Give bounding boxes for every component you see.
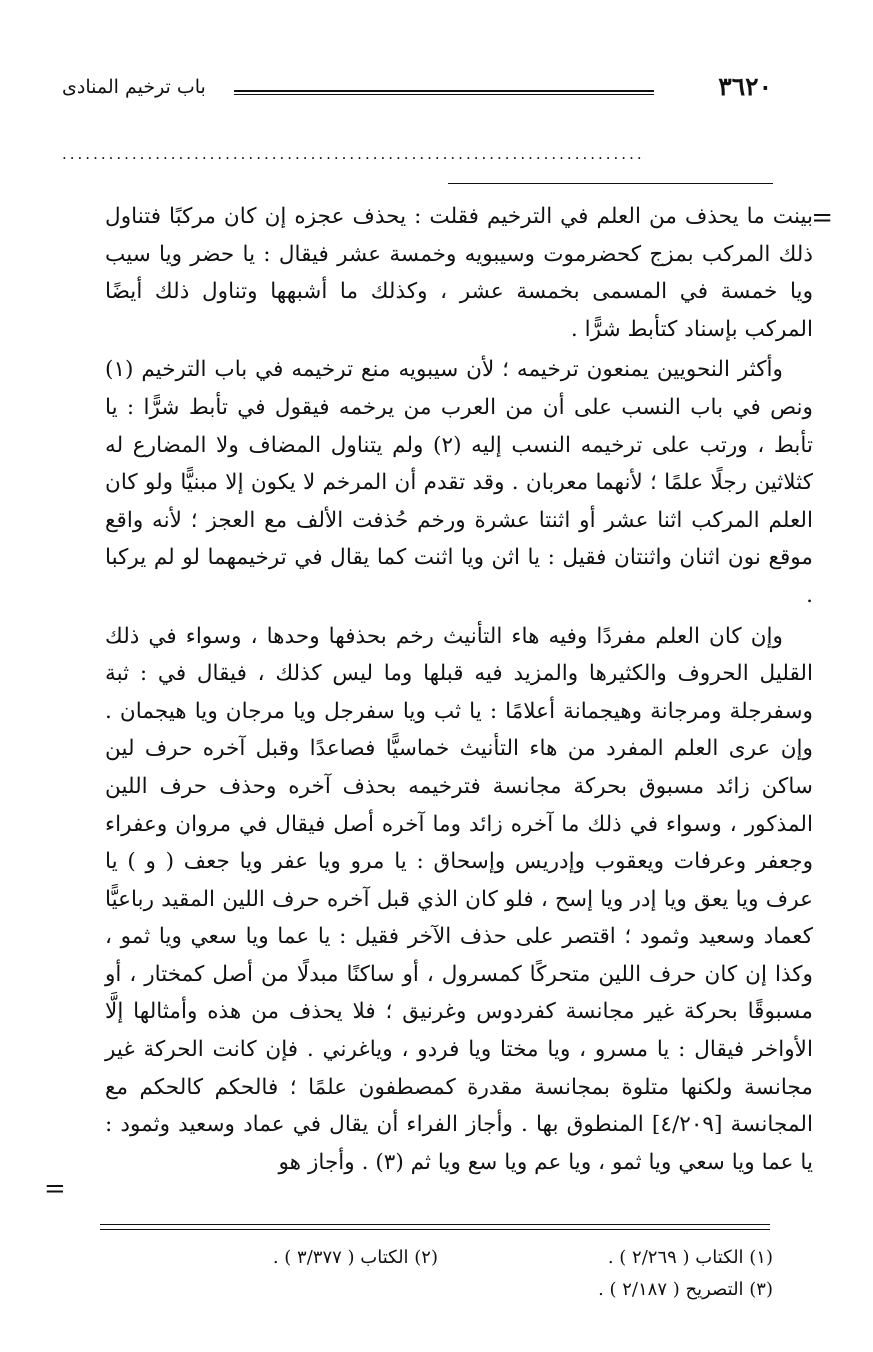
dotted-separator: ...........................................................................	[62, 145, 645, 163]
footnotes	[103, 1242, 773, 1306]
page-number: ٣٦٢٠	[718, 72, 772, 101]
footnote-rule	[100, 1224, 770, 1225]
footnote-1: (١) الكتاب ( ٢/٢٦٩ ) .	[607, 1247, 773, 1268]
footnote-row	[103, 1274, 773, 1306]
paragraph-3: وإن كان العلم مفردًا وفيه هاء التأنيث رخم بحذفها وحدها ، وسواء في ذلك القليل الحروف والكثيرها والمزيد فيه قبلها وما ليس كذلك ، فيقال في : ثبة وسفرجلة ومرجانة وهيجمانة أعلامًا : يا ثب ويا سفرجل ويا مرجان ويا هيجمان . وإن عرى العلم المفرد من هاء التأنيث خماسيًّا فصاعدًا وقبل آخره حرف لين ساكن زائد مسبوق بحركة مجانسة فترخيمه بحذف آخره وحذف حرف اللين المذكور ، وسواء في ذلك ما آخره زائد وما آخره أصل فيقال في مروان وعفراء وجعفر وعرفات ويعقوب وإدريس وإسحاق : يا مرو ويا عفر ويا جعف ( و ) يا عرف ويا يعق ويا إدر ويا إسح ، فلو كان الذي قبل آخره حرف اللين المقيد رباعيًّا كعماد وسعيد وثمود ؛ اقتصر على حذف الآخر فقيل : يا عما ويا سعي ويا ثمو ، وكذا إن كان حرف اللين متحركًا كمسرول ، أو ساكنًا مبدلًا من أصل كمختار ، أو مسبوقًا بحركة غير مجانسة كفردوس وغرنيق ؛ فلا يحذف من هذه وأمثالها إلَّا الأواخر فيقال : يا مسرو ، ويا مختا ويا فردو ، وياغرني . فإن كانت الحركة غير مجانسة ولكنها متلوة بمجانسة مقدرة كمصطفون علمًا ؛ فالحكم كالحكم مع المجانسة [٤/٢٠٩] المنطوق بها . وأجاز الفراء أن يقال في عماد وسعيد وثمود : يا عما ويا سعي ويا ثمو ، ويا عم ويا سع ويا ثم (٣) . وأجاز هو	[105, 623, 813, 1175]
continuation-mark-end: =	[44, 1174, 66, 1204]
section-title: باب ترخيم المنادى	[62, 76, 206, 98]
footnote-2: (٢) الكتاب ( ٣/٣٧٧ ) .	[272, 1247, 438, 1268]
top-rule	[448, 183, 773, 184]
paragraph-2: وأكثر النحويين يمنعون ترخيمه ؛ لأن سيبويه منع ترخيمه في باب الترخيم (١) ونص في باب النسب على أن من العرب من يرخمه فيقول في تأبط شرًّا : يا تأبط ، ورتب على ترخيمه النسب إليه (٢) ولم يتناول المضاف ولا المضارع له كثلاثين رجلًا علمًا ؛ لأنهما معربان . وقد تقدم أن المرخم لا يكون إلا مبنيًّا ولو كان العلم المركب اثنا عشر أو اثنتا عشرة ورخم حُذفت الألف مع العجز ؛ لأنه واقع موقع نون اثنان واثنتان فقيل : يا اثن ويا اثنت كما يقال في ترخيمهما لو لم يركبا .	[105, 357, 813, 608]
footnote-rule-secondary	[100, 1229, 770, 1230]
continuation-mark-start: =	[811, 203, 833, 233]
page-header	[62, 70, 772, 110]
footnote-3: (٣) التصريح ( ٢/١٨٧ ) .	[598, 1279, 773, 1300]
paragraph-1: بينت ما يحذف من العلم في الترخيم فقلت : يحذف عجزه إن كان مركبًا فتناول ذلك المركب بمزج كحضرموت وسيبويه وخمسة عشر فيقال : يا حضر ويا سيب ويا خمسة في المسمى بخمسة عشر ، وكذلك ما أشبهها وتناول ذلك أيضًا المركب بإسناد كتأبط شرًّا .	[105, 204, 813, 342]
header-rule	[234, 90, 654, 95]
body-text	[105, 198, 813, 1181]
footnote-row	[103, 1242, 773, 1274]
